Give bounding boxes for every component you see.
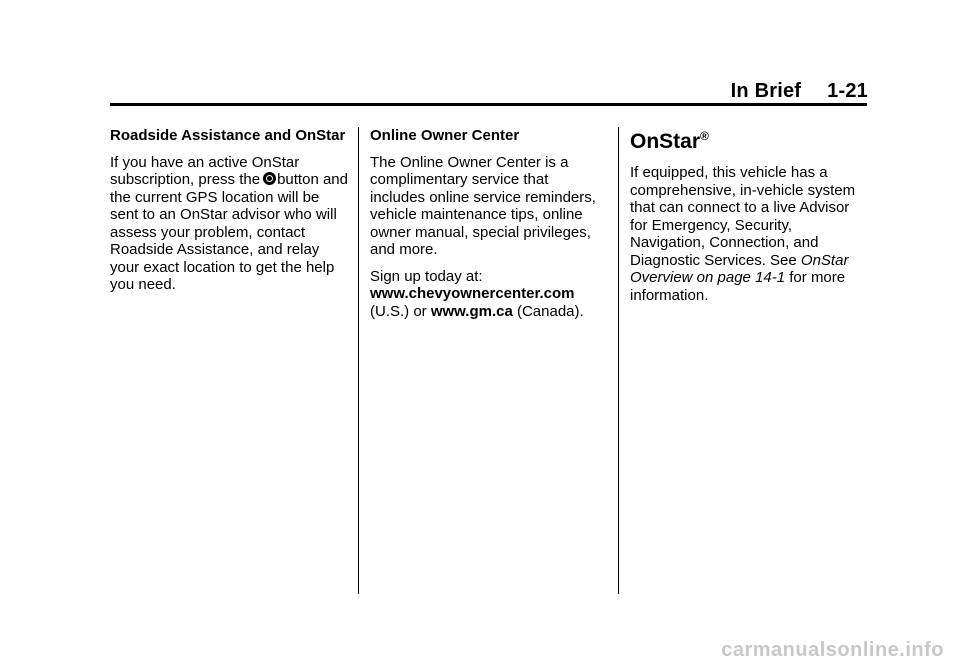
column-roadside xyxy=(110,127,350,303)
page-number: 1-21 xyxy=(827,80,868,102)
ca-label: (Canada). xyxy=(516,302,584,320)
onstar-overview-xref[interactable]: OnStar Overview on page 14-1 xyxy=(630,251,849,286)
us-label: (U.S.) or xyxy=(370,302,427,320)
onstar-text: If equipped, this vehicle has a comprehensive, in-vehicle system that can connect to a live Advisor for Emergency, Security, Navigation, Connection, and Diagnostic Services. See xyxy=(630,164,856,269)
registered-mark: ® xyxy=(700,129,709,143)
roadside-text-before-icon: subscription, press the xyxy=(110,171,261,188)
column-onstar xyxy=(630,127,870,313)
header-rule xyxy=(110,103,867,106)
onstar-button-icon xyxy=(263,172,276,185)
column-divider-1 xyxy=(358,127,359,594)
owner-center-heading: Online Owner Center xyxy=(370,127,520,144)
roadside-paragraph xyxy=(110,154,350,294)
url-ca-link[interactable]: www.gm.ca xyxy=(430,302,513,320)
onstar-heading-text: OnStar xyxy=(630,130,701,153)
column-divider-2 xyxy=(618,127,619,594)
url-us-link[interactable]: www.chevyownercenter.com xyxy=(370,285,575,302)
onstar-paragraph xyxy=(630,164,870,304)
column-owner-center xyxy=(370,127,606,329)
owner-center-paragraph: The Online Owner Center is a complimentary service that includes online service reminders, vehicle maintenance tips, online owner manual, special privileges, and more. xyxy=(370,153,596,258)
signup-paragraph xyxy=(370,268,606,321)
page-header xyxy=(731,80,868,103)
roadside-text-after-icon: button and the current GPS location will be sent to an OnStar advisor who will assess your problem, contact Roadside Assistance, and relay your exact location to get the help you need. xyxy=(110,171,348,293)
roadside-heading: Roadside Assistance and OnStar xyxy=(110,127,346,144)
roadside-text-line1: If you have an active OnStar xyxy=(110,153,300,171)
onstar-heading xyxy=(630,130,870,154)
section-title: In Brief xyxy=(730,80,802,102)
signup-intro: Sign up today at: xyxy=(370,267,483,285)
onstar-text-end: for more information. xyxy=(630,269,846,304)
watermark-text: carmanualsonline.info xyxy=(721,639,944,661)
